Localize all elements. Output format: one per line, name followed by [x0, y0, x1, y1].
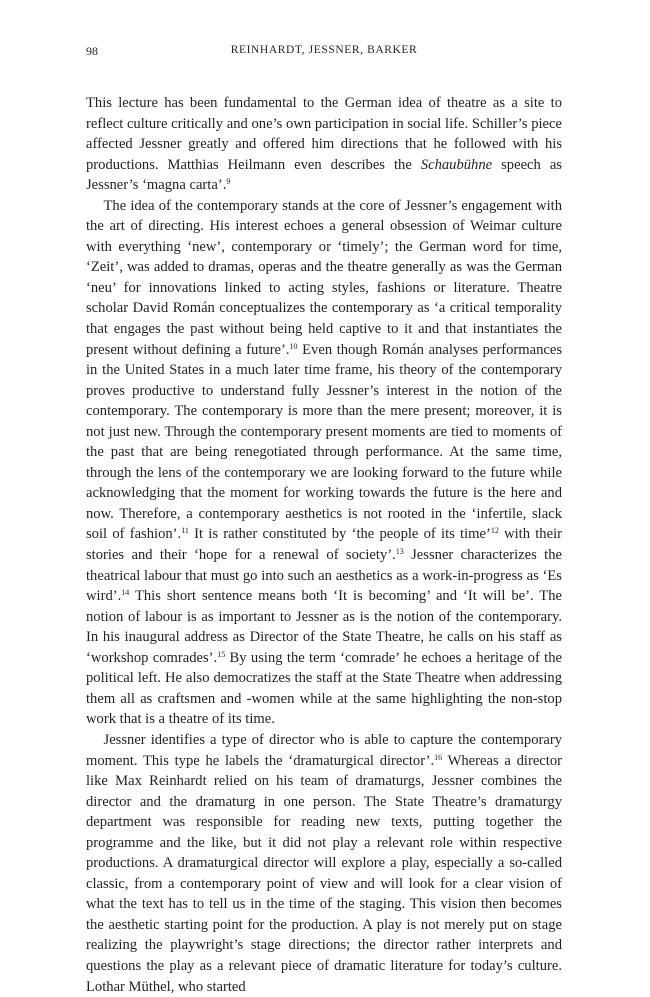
text-run: Jessner characterizes the theatrical labour that must go into such an aesthetics as a work-in-progress as ‘Es wird’.: [86, 547, 562, 605]
running-head: REINHARDT, JESSNER, BARKER: [230, 44, 418, 56]
italic-term: Schaubühne: [420, 156, 493, 173]
footnote-ref: 9: [226, 177, 231, 187]
text-run: speech as Jessner’s ‘magna carta’.: [86, 156, 562, 194]
text-run: Whereas a director like Max Reinhardt relied on his team of dramaturgs, Jessner combines the director and the dramaturg in one person. The State Theatre’s dramaturgy department was responsible for reading new texts, putting together the programme and the like, but it did not play a relevant role within respective productions. A dramaturgical director will explore a play, especially a so-called classic, from a contemporary point of view and will look for a clear vision of what the text has to tell us in the time of the staging. This vision then becomes the aesthetic starting point for the production. A play is not merely put on stage realizing the playwright’s stage directions; the director rather interprets and questions the play as a relevant piece of dramatic literature for today’s culture. Lothar Müthel, who started: [86, 752, 562, 995]
paragraph: [86, 730, 562, 997]
text-run: Even though Román analyses performances in the United States in a much later time frame, his theory of the contemporary proves productive to understand fully Jessner’s interest in the notion of the contemporary. The contemporary is more than the mere present; moreover, it is not just new. Through the contemporary present moments are tied to moments of the past that are being renegotiated through performance. At the same time, through the lens of the contemporary we are looking forward to the future while acknowledging that the moment for working towards the future is the here and now. Therefore, a contemporary aesthetics is not rooted in the ‘infertile, slack soil of fashion’.: [86, 341, 562, 543]
page-header: [86, 44, 562, 60]
page-number: 98: [86, 44, 98, 58]
text-run: with their stories and their ‘hope for a renewal of society’.: [86, 526, 562, 564]
footnote-ref: 13: [395, 547, 404, 557]
text-run: Jessner identifies a type of director who is able to capture the contemporary moment. This type he labels the ‘dramaturgical director’.: [86, 731, 562, 769]
text-run: This short sentence means both ‘It is becoming’ and ‘It will be’. The notion of labour is as important to Jessner as is the notion of the contemporary. In his inaugural address as Director of the State Theatre, he calls on his staff as ‘workshop comrades’.: [86, 588, 562, 666]
text-run: By using the term ‘comrade’ he echoes a heritage of the political left. He also democratizes the staff at the State Theatre when addressing them all as craftsmen and -women while at the same highlighting the non-stop work that is a theatre of its time.: [86, 649, 563, 728]
footnote-ref: 12: [490, 526, 499, 536]
paragraph: [86, 93, 562, 196]
footnote-ref: 15: [217, 649, 226, 659]
text-run: It is rather constituted by ‘the people of its time’: [188, 526, 491, 543]
footnote-ref: 10: [289, 341, 298, 351]
footnote-ref: 11: [181, 526, 189, 536]
body-text: [86, 93, 562, 997]
footnote-ref: 14: [121, 588, 130, 598]
paragraph: [86, 196, 562, 730]
footnote-ref: 16: [434, 752, 443, 762]
text-run: This lecture has been fundamental to the German idea of theatre as a site to reflect culture critically and one’s own participation in social life. Schiller’s piece affected Jessner greatly and offered him directions that he followed with his productions. Matthias Heilmann even describes the: [86, 95, 562, 173]
text-run: The idea of the contemporary stands at the core of Jessner’s engagement with the art of directing. His interest echoes a general obsession of Weimar culture with everything ‘new’, contemporary or ‘timely’; the German word for time, ‘Zeit’, was added to dramas, operas and the theatre generally as was the German ‘neu’ for innovations linked to acting styles, fashions or literature. Theatre scholar David Román conceptualizes the contemporary as ‘a critical temporality that engages the past without being held captive to it and that instantiates the present without defining a future’.: [86, 197, 562, 358]
